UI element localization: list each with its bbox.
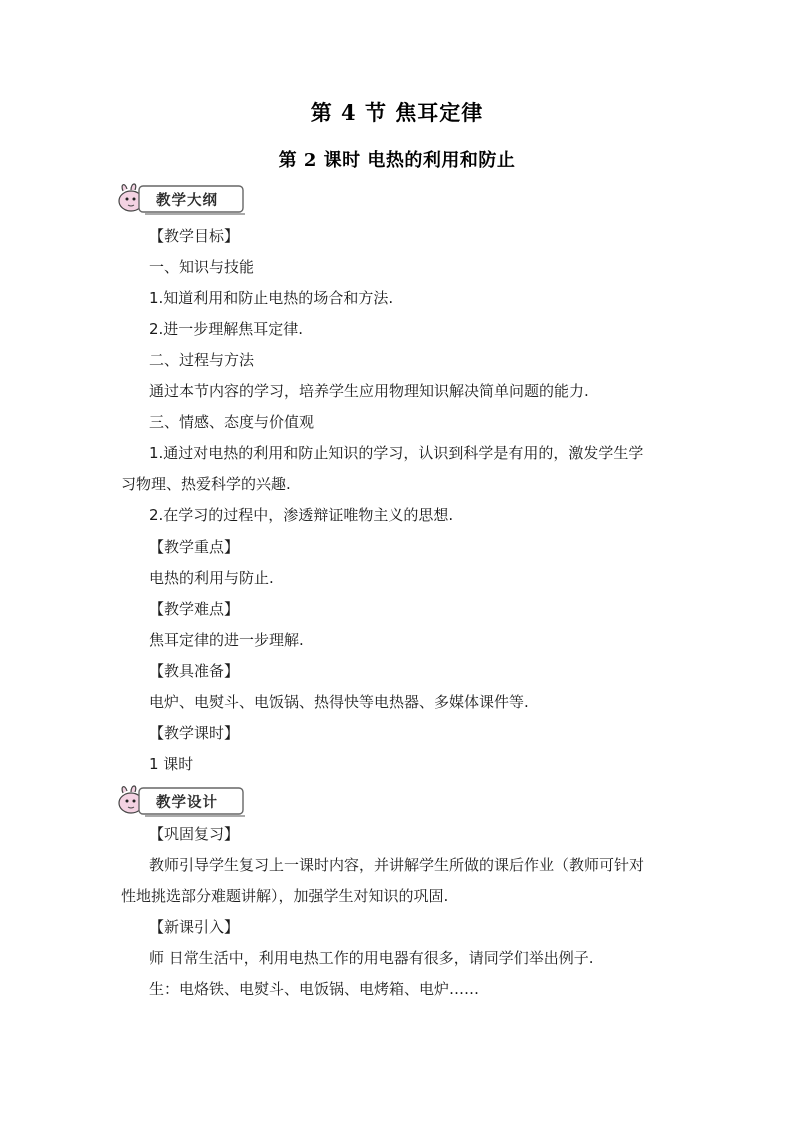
text-line: 性地挑选部分难题讲解），加强学生对知识的巩固. <box>121 887 449 905</box>
page-title: 第 4 节 焦耳定律 <box>310 100 484 125</box>
text-line: 师 日常生活中，利用电热工作的用电器有很多，请同学们举出例子. <box>149 949 594 967</box>
heading-key-points: 【教学重点】 <box>149 538 240 556</box>
badge-label-outline: 教学大纲 <box>156 193 218 209</box>
text-line: 一、知识与技能 <box>149 258 255 276</box>
heading-difficulties: 【教学难点】 <box>149 600 240 618</box>
badge-label-design: 教学设计 <box>156 795 218 811</box>
heading-review: 【巩固复习】 <box>149 825 240 843</box>
heading-introduction: 【新课引入】 <box>149 918 240 936</box>
text-line: 焦耳定律的进一步理解. <box>149 631 304 649</box>
text-line: 1.知道利用和防止电热的场合和方法. <box>149 289 394 307</box>
heading-equipment: 【教具准备】 <box>149 662 240 680</box>
section-badge-design <box>117 783 247 819</box>
text-line: 通过本节内容的学习，培养学生应用物理知识解决简单问题的能力. <box>149 382 589 400</box>
heading-objectives: 【教学目标】 <box>149 227 240 245</box>
text-line: 三、情感、态度与价值观 <box>149 413 315 431</box>
text-line: 电炉、电熨斗、电饭锅、热得快等电热器、多媒体课件等. <box>149 693 529 711</box>
text-line: 教师引导学生复习上一课时内容，并讲解学生所做的课后作业（教师可针对 <box>149 856 645 874</box>
section-badge-outline <box>117 181 247 217</box>
heading-class-hours: 【教学课时】 <box>149 724 240 742</box>
text-line: 2.在学习的过程中，渗透辩证唯物主义的思想. <box>149 506 454 524</box>
text-line: 1 课时 <box>149 755 194 773</box>
text-line: 1.通过对电热的利用和防止知识的学习，认识到科学是有用的，激发学生学 <box>149 444 644 462</box>
text-line: 电热的利用与防止. <box>149 569 274 587</box>
text-line: 2.进一步理解焦耳定律. <box>149 320 304 338</box>
text-line: 二、过程与方法 <box>149 351 255 369</box>
text-line: 习物理、热爱科学的兴趣. <box>121 475 291 493</box>
text-line: 生：电烙铁、电熨斗、电饭锅、电烤箱、电炉…… <box>149 980 480 998</box>
page-subtitle: 第 2 课时 电热的利用和防止 <box>278 150 516 171</box>
